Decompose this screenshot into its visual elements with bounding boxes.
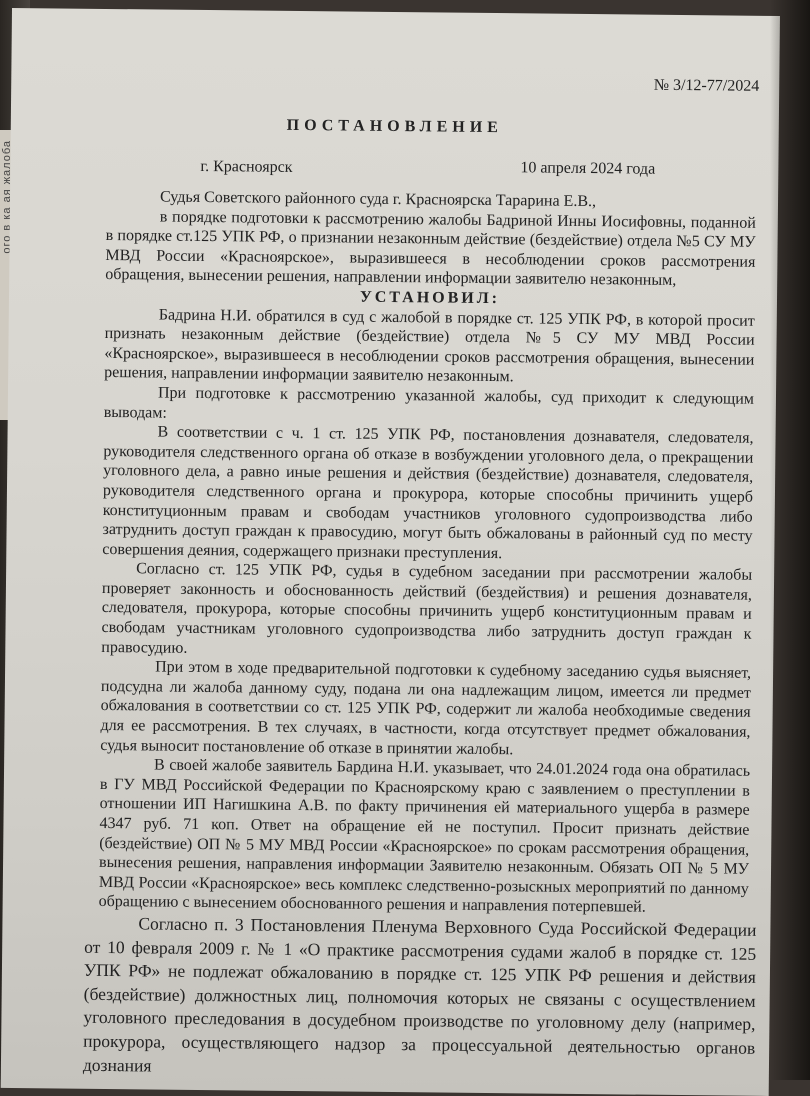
paragraph: При подготовке к рассмотрению указанной жалобы, суд приходит к следующим выводам: — [103, 384, 755, 422]
paragraph-tail: Согласно п. 3 Постановления Пленума Верховного Суда Российской Федерации от 10 февраля 2009 г. № 1 «О практике рассмотрения судами жалоб в порядке ст. 125 УПК РФ» не подлежат обжалованию в порядке ст. 125 УПК РФ решения и действия (бездействие) должностных лиц, полномочия которых не связаны с осуществлением уголовного преследования в досудебном производстве по уголовному делу (например, прокурора, осуществляющего надзор за процессуальной деятельностью органов дознания — [82, 913, 757, 1076]
intro-subject: в порядке подготовки к рассмотрению жалобы Бадриной Инны Иосифовны, поданной в порядке ст.125 УПК РФ, о признании незаконным действие (бездействие) отдела №5 СУ МУ МВД России «Красноярское», выразившееся в несоблюдении сроков рассмотрения обращения, вынесении решения, направлении информации заявителю незаконным, — [105, 208, 756, 290]
adjacent-page-text: ого в ка ая жалоба — [1, 140, 13, 254]
paragraph: При этом в ходе предварительной подготовки к судебному заседанию судья выясняет, подсудна ли жалоба данному суду, подана ли она надлежащим лицом, имеется ли предмет обжалования в соответствии со ст. 125 УПК РФ, содержит ли жалоба необходимые сведения для ее рассмотрения. В тех случаях, в частности, когда отсутствует предмет обжалования, судья выносит постановление об отказе в принятии жалобы. — [100, 658, 752, 758]
document-tail — [83, 912, 757, 1084]
right-shadow — [770, 0, 810, 1080]
intro-judge: Судья Советского районного суда г. Красноярска Тарарина Е.В., — [159, 188, 597, 211]
document-page — [1, 8, 780, 1096]
document-title: ПОСТАНОВЛЕНИЕ — [286, 116, 503, 137]
document-body — [99, 187, 757, 919]
document-date: 10 апреля 2024 года — [520, 159, 656, 178]
paragraph: В своей жалобе заявитель Бардина Н.И. указывает, что 24.01.2024 года она обратилась в ГУ МВД Российской Федерации по Красноярскому краю с заявлением о преступлении в отношении ИП Нагишкина А.В. по факту причинения ей материального ущерба в размере 4347 руб. 71 коп. Ответ на обращение ей не поступил. Просит признать действие (бездействие) ОП № 5 МУ МВД России «Красноярское» по срокам рассмотрения обращения, вынесения решения, направления информации Заявителю незаконным. Обязать ОП № 5 МУ МВД России «Красноярское» весь комплекс следственно-розыскных мероприятий по данному обращению с вынесением обоснованного решения и направления потерпевшей. — [98, 756, 751, 917]
paragraph: В соответствии с ч. 1 ст. 125 УПК РФ, постановления дознавателя, следователя, руководителя следственного органа об отказе в возбуждении уголовного дела, о прекращении уголовного дела, а равно иные решения и действия (бездействие) дознавателя, следователя, руководителя следственного органа и прокурора, которые способны причинить ущерб конституционным правам и свободам участников уголовного судопроизводства либо затруднить доступ граждан к правосудию, могут быть обжалованы в районный суд по месту совершения деяния, содержащего признаки преступления. — [102, 423, 754, 562]
document-number: № 3/12-77/2024 — [653, 76, 760, 95]
paragraph: Бадрина Н.И. обратился в суд с жалобой в порядке ст. 125 УПК РФ, в которой просит признать незаконным действие (бездействие) отдела №5 СУ МУ МВД России «Красноярское», выразившееся в несоблюдении сроков рассмотрения обращения, вынесении решения, направлении информации заявителю незаконным. — [104, 306, 755, 386]
document-city: г. Красноярск — [200, 157, 293, 176]
section-heading: УСТАНОВИЛ: — [359, 288, 501, 308]
paragraph: Согласно ст. 125 УПК РФ, судья в судебном заседании при рассмотрении жалобы проверяет законность и обоснованность действий (бездействия) и решения дознавателя, следователя, прокурора, которые способны причинить ущерб конституционным правам и свободам участникам уголовного судопроизводства либо затруднить доступ граждан к правосудию. — [101, 560, 753, 657]
